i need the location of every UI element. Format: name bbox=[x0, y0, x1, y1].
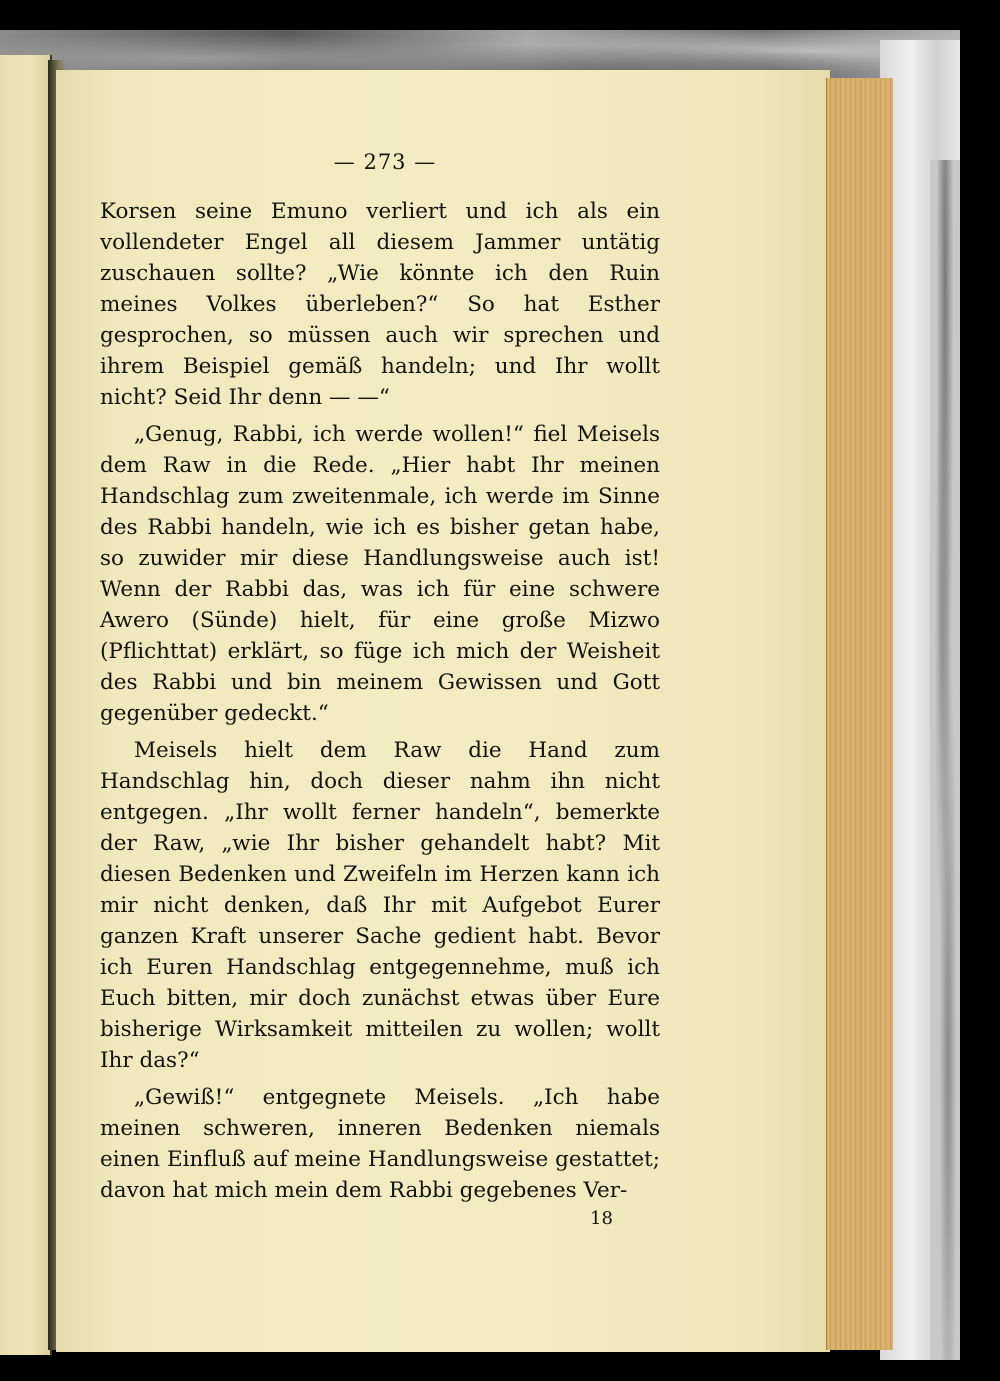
paragraph-4: „Gewiß!“ entgegnete Meisels. „Ich habe meinen schweren, inneren Bedenken niemals einen Einfluß auf meine Handlungsweise gestattet; davon hat mich mein dem Rabbi gegebenes Ver- bbox=[100, 1085, 660, 1203]
paragraph-1: Korsen seine Emuno verliert und ich als ein vollendeter Engel all diesem Jammer untätig zuschauen sollte? „Wie könnte ich den Ruin meines Volkes überleben?“ So hat Esther gesprochen, so müssen auch wir sprechen und ihrem Beispiel gemäß handeln; und Ihr wollt nicht? Seid Ihr denn — —“ bbox=[100, 199, 660, 410]
page-header: — 273 — bbox=[333, 150, 437, 174]
paragraph-2: „Genug, Rabbi, ich werde wollen!“ fiel Meisels dem Raw in die Rede. „Hier habt Ihr meinen Handschlag zum zweitenmale, ich werde im Sinne des Rabbi handeln, wie ich es bisher getan habe, so zuwider mir diese Handlungsweise auch ist! Wenn der Rabbi das, was ich für eine schwere Awero (Sünde) hielt, für eine große Mizwo (Pflichttat) erklärt, so füge ich mich der Weisheit des Rabbi und bin meinem Gewissen und Gott gegenüber gedeckt.“ bbox=[100, 422, 660, 726]
marbled-cover-right bbox=[930, 160, 960, 1360]
page-edges bbox=[826, 78, 893, 1350]
page-text bbox=[100, 140, 660, 1212]
signature-mark: 18 bbox=[590, 1208, 613, 1229]
paragraph-3: Meisels hielt dem Raw die Hand zum Handschlag hin, doch dieser nahm ihn nicht entgegen. „Ihr wollt ferner handeln“, bemerkte der Raw, „wie Ihr bisher gehandelt habt? Mit diesen Bedenken und Zweifeln im Herzen kann ich mir nicht denken, daß Ihr mit Aufgebot Eurer ganzen Kraft unserer Sache gedient habt. Bevor ich Euren Handschlag entgegennehme, muß ich Euch bitten, mir doch zunächst etwas über Eure bisherige Wirksamkeit mitteilen zu wollen; wollt Ihr das?“ bbox=[100, 738, 660, 1073]
facing-page-left bbox=[0, 55, 52, 1355]
